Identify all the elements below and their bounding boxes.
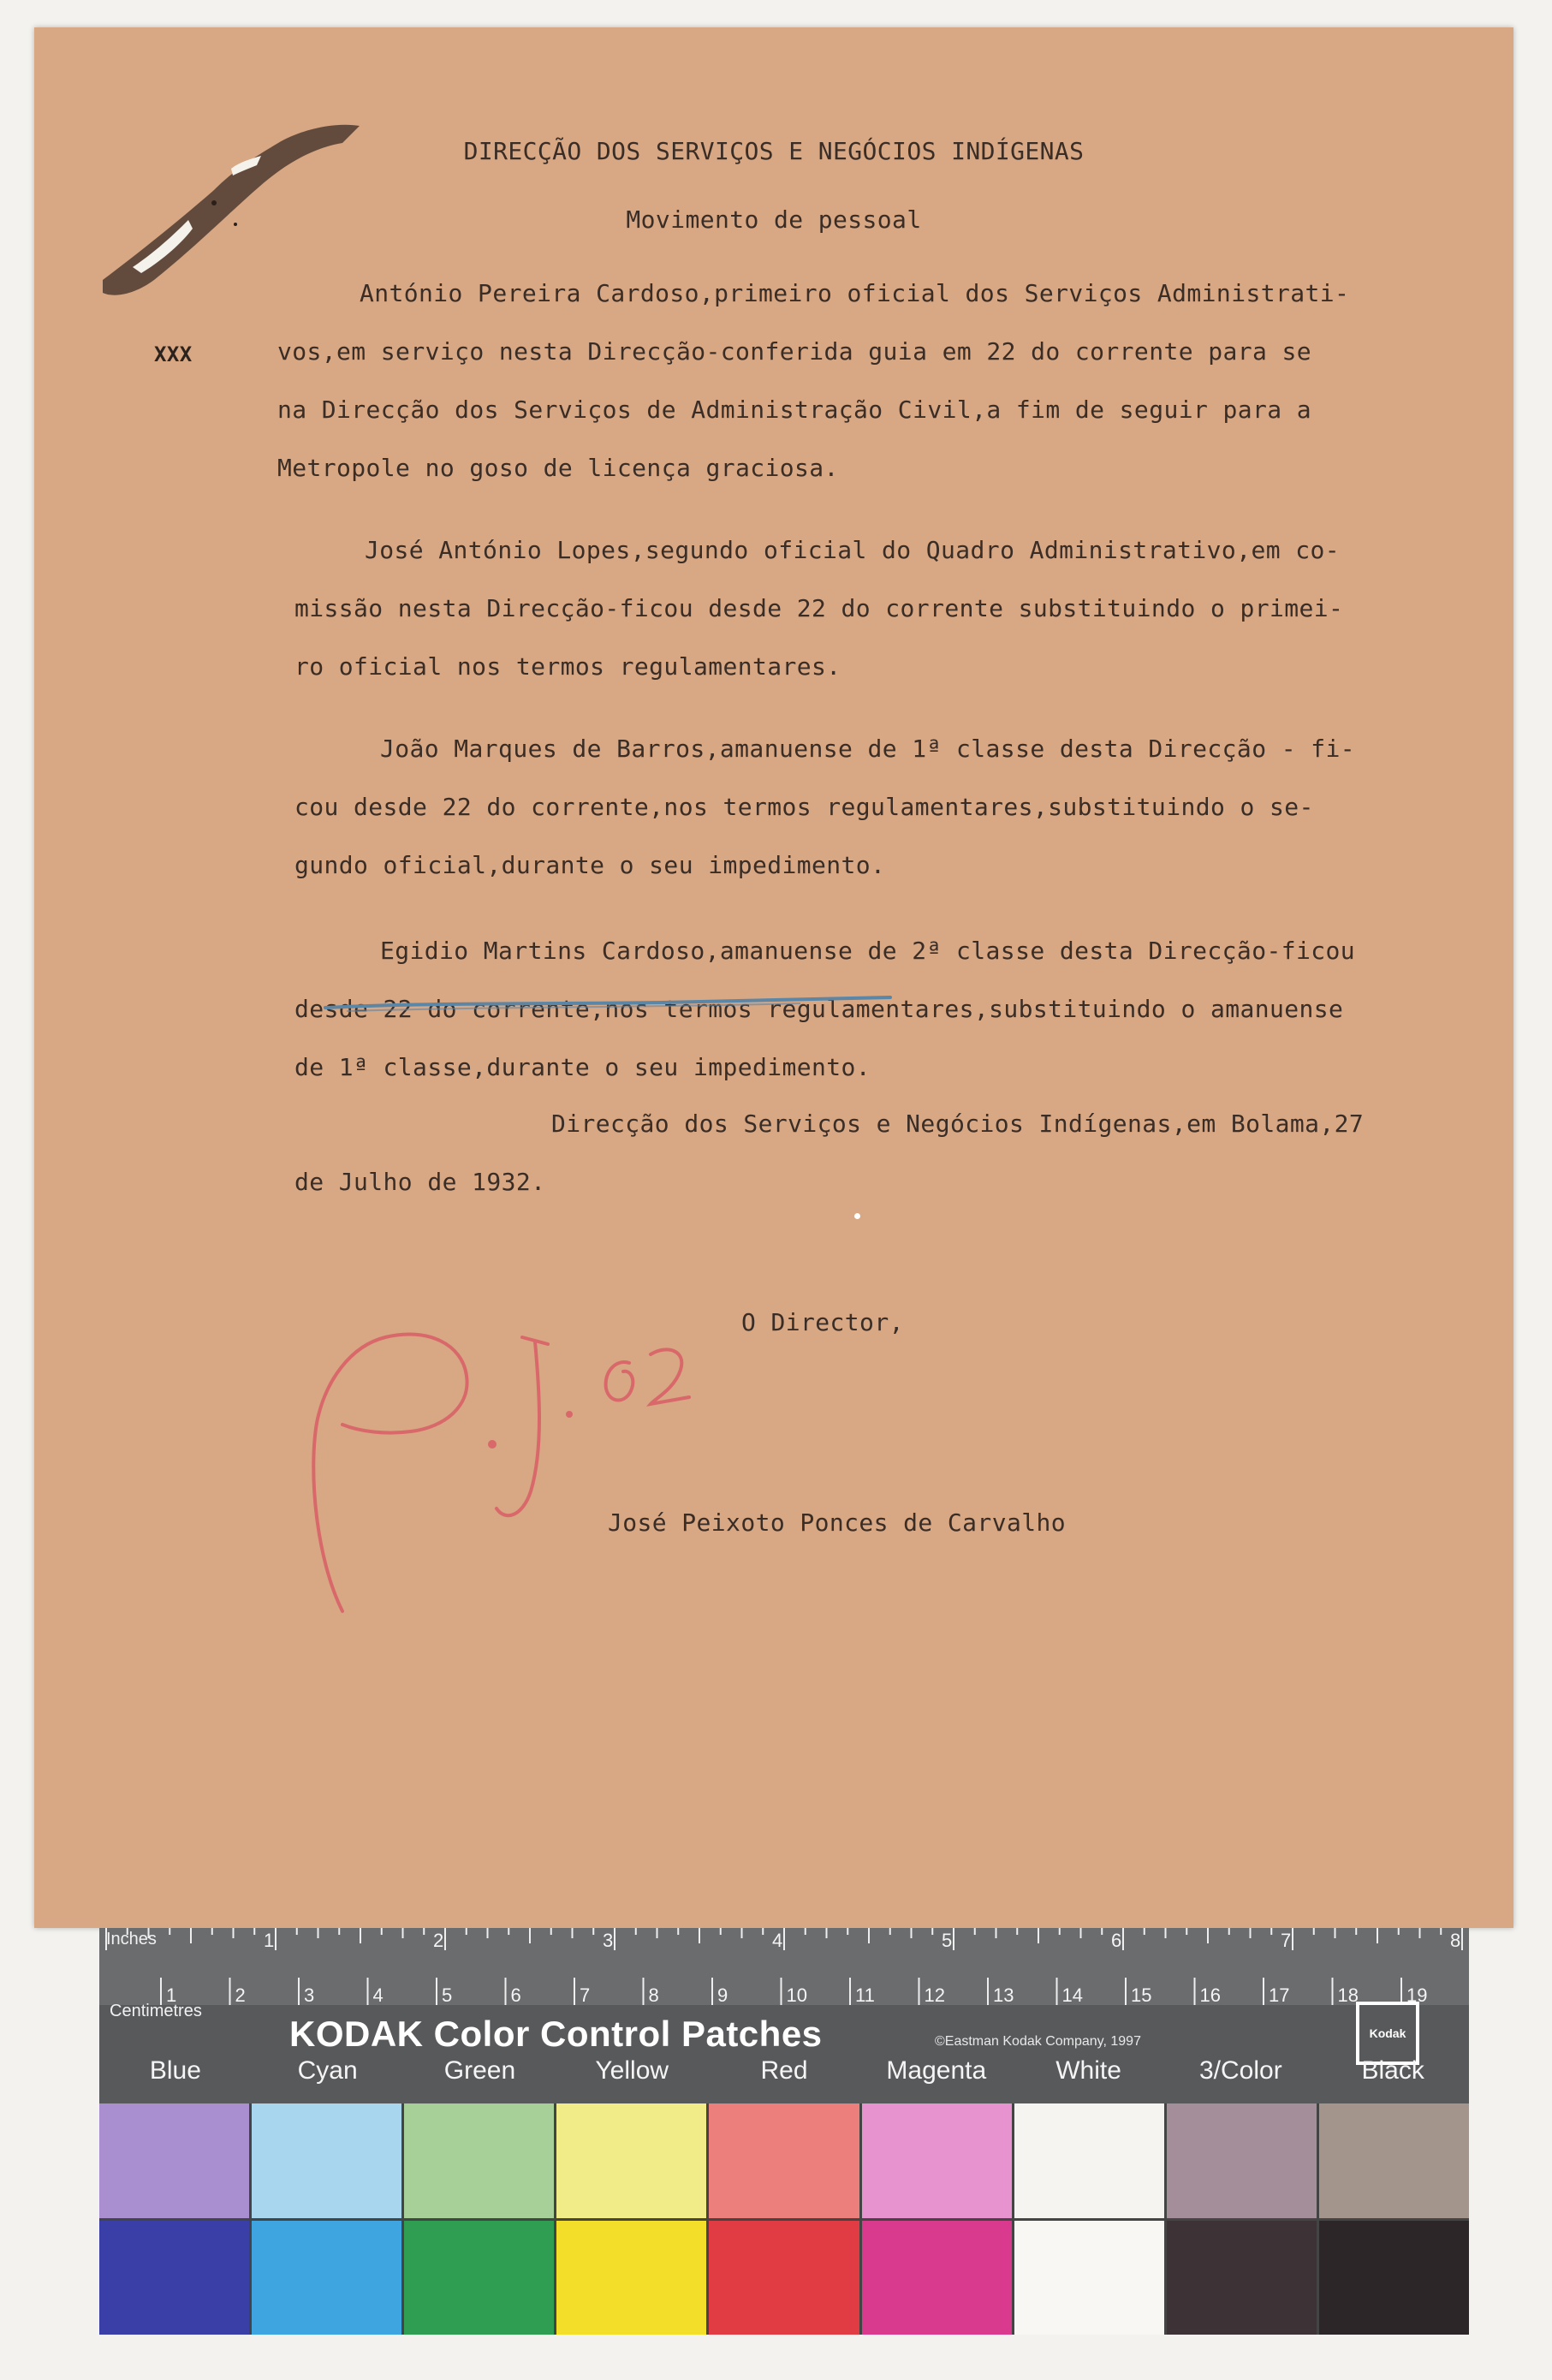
paragraph-2-line-2: missão nesta Direcção-ficou desde 22 do corrente substituindo o primei- (294, 594, 1344, 622)
patch-top-green (404, 2103, 554, 2218)
cm-number: 14 (1061, 1984, 1083, 2005)
paragraph-3-line-3: gundo oficial,durante o seu impedimento. (294, 851, 886, 879)
inch-number: 8 (1450, 1930, 1461, 1951)
cm-number: 10 (786, 1984, 807, 2005)
color-name-black: Black (1361, 2056, 1424, 2085)
patch-top-white (1014, 2103, 1164, 2218)
signatory-title: O Director, (741, 1308, 904, 1336)
ruler-inches-label: Inches (106, 1930, 157, 1949)
inch-number: 5 (942, 1930, 953, 1951)
cm-number: 11 (855, 1984, 875, 2005)
cm-number: 8 (648, 1984, 659, 2005)
cm-number: 9 (717, 1984, 728, 2005)
patch-bottom-black (1319, 2221, 1469, 2335)
color-name-red: Red (760, 2056, 808, 2085)
cm-number: 3 (304, 1984, 315, 2005)
inch-number: 3 (603, 1930, 614, 1951)
patch-bottom-3-color (1167, 2221, 1317, 2335)
kodak-logo-icon: Kodak (1356, 2002, 1419, 2065)
color-name-blue: Blue (149, 2056, 201, 2085)
cm-number: 19 (1406, 1984, 1428, 2005)
patch-bottom-cyan (252, 2221, 401, 2335)
patch-bottom-blue (99, 2221, 249, 2335)
patch-top-cyan (252, 2103, 401, 2218)
cm-number: 18 (1337, 1984, 1359, 2005)
color-name-3-color: 3/Color (1199, 2056, 1282, 2085)
paragraph-4-line-2: desde 22 do corrente,nos termos regulamentares,substituindo o amanuense (294, 995, 1344, 1023)
inch-number: 1 (264, 1930, 275, 1951)
patch-top-yellow (556, 2103, 706, 2218)
cm-number: 7 (580, 1984, 591, 2005)
cm-number: 16 (1199, 1984, 1221, 2005)
paragraph-1-line-2: vos,em serviço nesta Direcção-conferida guia em 22 do corrente para se (277, 337, 1312, 366)
ruler (99, 1928, 1469, 2020)
paragraph-3-line-1: João Marques de Barros,amanuense de 1ª classe desta Direcção - fi- (380, 735, 1355, 763)
paragraph-2-line-1: José António Lopes,segundo oficial do Quadro Administrativo,em co- (365, 536, 1340, 564)
kodak-copyright: ©Eastman Kodak Company, 1997 (935, 2034, 1141, 2049)
color-name-magenta: Magenta (886, 2056, 987, 2085)
paragraph-2-line-3: ro oficial nos termos regulamentares. (294, 652, 841, 681)
paragraph-1-line-4: Metropole no goso de licença graciosa. (277, 454, 839, 482)
patch-bottom-white (1014, 2221, 1164, 2335)
kodak-title: KODAK Color Control Patches (289, 2014, 823, 2054)
patch-bottom-yellow (556, 2221, 706, 2335)
document-page (34, 27, 1513, 1928)
closing-line-2: de Julho de 1932. (294, 1168, 546, 1196)
color-name-green: Green (443, 2056, 516, 2085)
color-name-white: White (1055, 2056, 1121, 2085)
cm-number: 4 (372, 1984, 384, 2005)
inch-number: 2 (433, 1930, 444, 1951)
paper-speck (854, 1213, 860, 1219)
paragraph-1-line-3: na Direcção dos Serviços de Administração Civil,a fim de seguir para a (277, 396, 1312, 424)
cm-number: 13 (993, 1984, 1014, 2005)
cm-number: 2 (235, 1984, 246, 2005)
document-body (34, 27, 1513, 1928)
color-name-row (99, 2056, 1469, 2087)
paragraph-4-line-3: de 1ª classe,durante o seu impedimento. (294, 1053, 871, 1081)
cm-number: 1 (166, 1984, 177, 2005)
ruler-ticks (99, 1928, 1469, 2005)
patch-top-red (709, 2103, 859, 2218)
patch-top-magenta (862, 2103, 1012, 2218)
patch-top-blue (99, 2103, 249, 2218)
color-patch-grid (99, 2103, 1469, 2335)
cm-number: 15 (1131, 1984, 1152, 2005)
ruler-cm-label: Centimetres (110, 2002, 202, 2020)
patch-bottom-red (709, 2221, 859, 2335)
inch-number: 4 (772, 1930, 783, 1951)
document-header: DIRECÇÃO DOS SERVIÇOS E NEGÓCIOS INDÍGENAS (463, 137, 1085, 165)
paragraph-4-line-1: Egidio Martins Cardoso,amanuense de 2ª classe desta Direcção-ficou (380, 937, 1355, 965)
color-name-yellow: Yellow (595, 2056, 669, 2085)
patch-top-black (1319, 2103, 1469, 2218)
cm-number: 6 (510, 1984, 521, 2005)
document-subtitle: Movimento de pessoal (626, 205, 922, 234)
margin-mark: XXX (154, 342, 193, 366)
closing-line-1: Direcção dos Serviços e Negócios Indígenas,em Bolama,27 (551, 1110, 1365, 1138)
paragraph-1-line-1: António Pereira Cardoso,primeiro oficial dos Serviços Administrati- (360, 279, 1350, 307)
paragraph-3-line-2: cou desde 22 do corrente,nos termos regulamentares,substituindo o se- (294, 793, 1314, 821)
patch-bottom-green (404, 2221, 554, 2335)
inch-number: 7 (1281, 1930, 1292, 1951)
patch-top-3-color (1167, 2103, 1317, 2218)
inch-number: 6 (1111, 1930, 1122, 1951)
patch-bottom-magenta (862, 2221, 1012, 2335)
handwritten-annotation (291, 1303, 770, 1628)
cm-number: 12 (924, 1984, 945, 2005)
signatory-name: José Peixoto Ponces de Carvalho (608, 1508, 1066, 1537)
cm-number: 5 (442, 1984, 453, 2005)
cm-number: 17 (1269, 1984, 1290, 2005)
blue-pencil-underline (321, 992, 895, 1018)
kodak-color-target (99, 1928, 1469, 2335)
color-name-cyan: Cyan (297, 2056, 358, 2085)
